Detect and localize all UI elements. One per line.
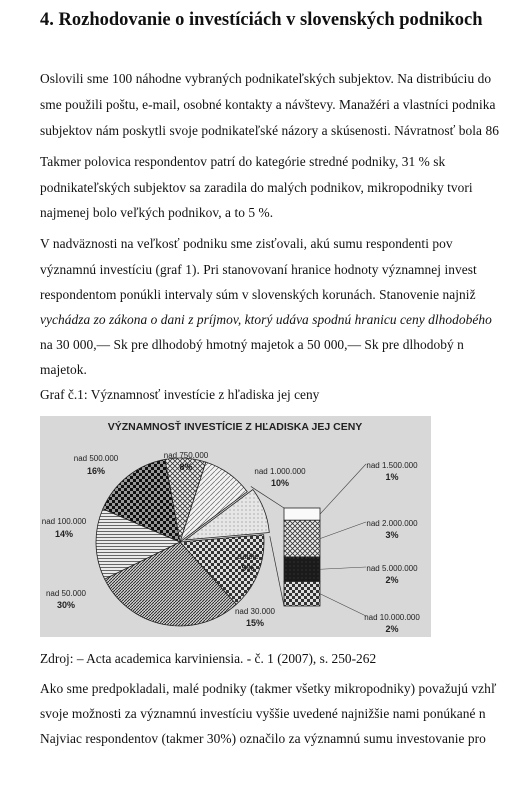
breakdown-segment-nad-2-000-000	[284, 520, 320, 557]
text-line: podnikateľských subjektov sa zaradila do malých podnikov, mikropodniky tvori	[40, 180, 473, 195]
breakdown-label: nad 1.500.000	[366, 461, 418, 470]
text-line: Najviac respondentov (takmer 30%) označilo za významnú sumu investovanie pro	[40, 731, 486, 746]
slice-value: 8%	[179, 462, 193, 472]
slice-label: nad 100.000	[41, 517, 87, 526]
text-line: najmenej bolo veľkých podnikov, a to 5 %.	[40, 205, 274, 220]
slice-label: nad 1.000.000	[254, 467, 306, 476]
slice-value: 9%	[241, 563, 255, 573]
text-line: Takmer polovica respondentov patrí do kategórie stredné podniky, 31 % sk	[40, 154, 446, 169]
breakdown-label: nad 10.000.000	[364, 613, 420, 622]
slice-value: 15%	[245, 618, 265, 628]
slice-value: 14%	[54, 529, 74, 539]
text-line: respondentom ponúkli intervaly súm v slovenských korunách. Stanovenie najniž	[40, 287, 476, 302]
slice-label: nad 500.000	[73, 454, 119, 463]
breakdown-label: nad 2.000.000	[366, 519, 418, 528]
text-line: na 30 000,— Sk pre dlhodobý hmotný majetok a 50 000,— Sk pre dlhodobý n	[40, 337, 464, 352]
breakdown-segment-nad-5-000-000	[284, 557, 320, 582]
text-line: majetok.	[40, 362, 87, 377]
text-line: sme použili poštu, e-mail, osobné kontakty a návštevy. Manažéri a vlastníci podnika	[40, 97, 496, 112]
text-line: Oslovili sme 100 náhodne vybraných podnikateľských subjektov. Na distribúciu do	[40, 71, 492, 86]
figure-source: Zdroj: – Acta academica karviniensia. - č. 1 (2007), s. 250-262	[40, 651, 377, 666]
breakdown-value: 3%	[385, 530, 399, 540]
slice-value: 30%	[56, 600, 76, 610]
breakdown-value: 1%	[385, 472, 399, 482]
slice-value: 16%	[86, 466, 106, 476]
text-line: Ako sme predpokladali, malé podniky (takmer všetky mikropodniky) považujú vzhľ	[40, 681, 497, 696]
pie-chart	[40, 416, 431, 637]
figure-caption: Graf č.1: Významnosť investície z hľadiska jej ceny	[40, 387, 320, 402]
text-line: svoje možnosti za významnú investíciu vyššie uvedené najnižšie nami ponúkané n	[40, 706, 486, 721]
breakdown-value: 2%	[385, 624, 399, 634]
slice-label: nad 750.000	[163, 451, 209, 460]
chart-title: VÝZNAMNOSŤ INVESTÍCIE Z HĽADISKA JEJ CENY	[107, 421, 363, 433]
slice-label: nad 30.000	[234, 607, 276, 616]
slice-value: 10%	[270, 478, 290, 488]
text-line: vychádza zo zákona o dani z príjmov, ktorý udáva spodnú hranicu ceny dlhodobého	[40, 312, 492, 327]
breakdown-value: 2%	[385, 575, 399, 585]
slice-label: nad 50.000	[45, 589, 87, 598]
text-line: V nadväznosti na veľkosť podniku sme zisťovali, akú sumu respondenti pov	[40, 236, 453, 251]
breakdown-segment-nad-1-500-000	[284, 508, 320, 520]
text-line: významnú investíciu (graf 1). Pri stanovovaní hranice hodnoty významnej invest	[40, 262, 477, 277]
section-heading: 4. Rozhodovanie o investíciách v slovenských podnikoch	[40, 10, 483, 30]
breakdown-segment-nad-10-000-000	[284, 582, 320, 607]
pie-chart-figure	[40, 416, 431, 637]
text-line: subjektov nám poskytli svoje podnikateľské názory a skúsenosti. Návratnosť bola 86	[40, 123, 499, 138]
breakdown-label: nad 5.000.000	[366, 564, 418, 573]
slice-label: ďalšie	[237, 552, 259, 561]
